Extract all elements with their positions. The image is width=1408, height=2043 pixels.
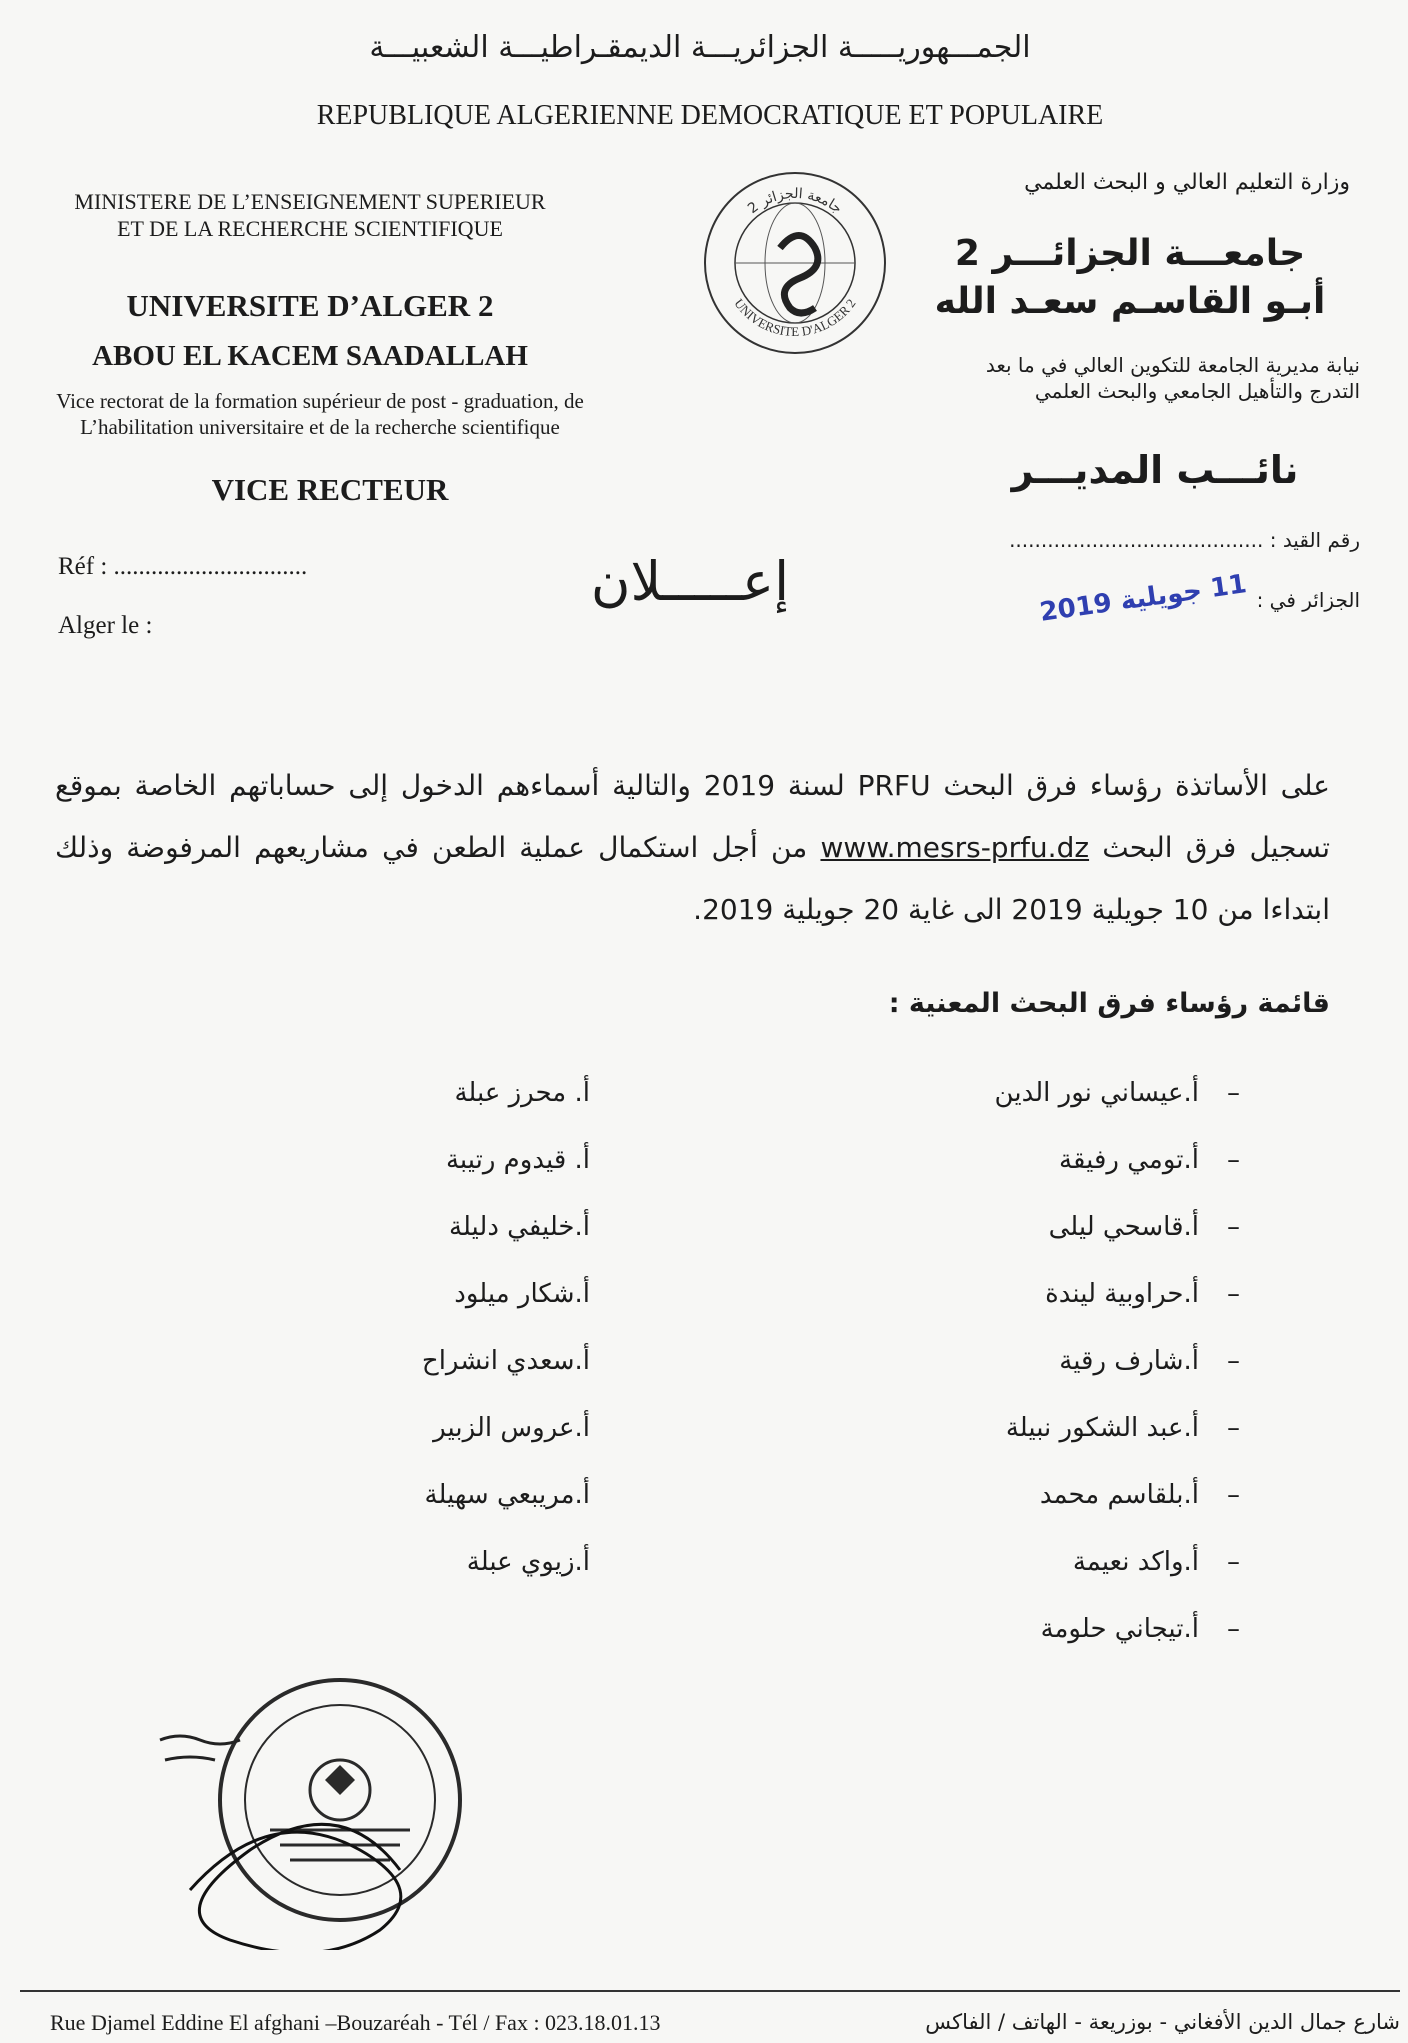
list-item: أ.عروس الزبير	[433, 1413, 590, 1443]
republic-title-ar: الجمـــهوريـــــة الجزائريـــة الديمقـراطيـــة الشعبيـــة	[369, 30, 1031, 65]
list-item: أ. قيدوم رتيبة	[445, 1145, 590, 1175]
registration-number-field: رقم القيد : ........................................	[1009, 528, 1360, 552]
list-item: أ.خليفي دليلة	[449, 1212, 590, 1242]
date-field-fr: Alger le :	[58, 612, 153, 639]
date-stamp: 11 جويلية 2019	[1037, 569, 1249, 628]
list-item: –أ.قاسحي ليلى	[1048, 1212, 1240, 1242]
list-item: –أ.حراوبية ليندة	[1045, 1279, 1240, 1309]
ministry-name-fr: MINISTERE DE L’ENSEIGNEMENT SUPERIEUR ET DE LA RECHERCHE SCIENTIFIQUE	[74, 189, 546, 241]
list-item: –أ.بلقاسم محمد	[1039, 1480, 1240, 1510]
list-item: –أ.تومي رفيقة	[1059, 1145, 1240, 1175]
list-item: –أ.واكد نعيمة	[1072, 1547, 1240, 1577]
university-name-ar: جامعـــة الجزائـــر 2 أبـو القاسـم سعـد الله	[934, 233, 1326, 322]
reference-field: Réf : ...............................	[58, 553, 308, 580]
announcement-title: إعـــــلان	[590, 550, 790, 613]
university-name-fr: UNIVERSITE D’ALGER 2	[126, 288, 494, 323]
list-item: أ.سعدي انشراح	[421, 1346, 590, 1376]
seal-text-top: جامعة الجزائر 2	[744, 185, 846, 218]
official-stamp-signature-icon	[150, 1660, 520, 1950]
ministry-name-ar: وزارة التعليم العالي و البحث العلمي	[1024, 170, 1350, 195]
footer-address-ar: شارع جمال الدين الأفغاني - بوزريعة - الهاتف / الفاكس	[925, 2010, 1400, 2034]
body-text-part1: على الأساتذة رؤساء فرق البحث PRFU لسنة 2019 والتالية أسماءهم الدخول إلى حساباتهم الخاصة بموقع تسجيل فرق البحث	[55, 769, 1330, 864]
list-item: –أ.تيجاني حلومة	[1040, 1614, 1240, 1644]
university-seal-icon	[700, 168, 890, 358]
body-text-part2: من أجل استكمال عملية الطعن في مشاريعهم المرفوضة وذلك ابتداءا من 10 جويلية 2019 الى غاية 20 جويلية 2019.	[55, 831, 1330, 926]
announcement-body	[55, 755, 1330, 941]
vice-recteur-title: VICE RECTEUR	[211, 472, 449, 507]
seal-text-bottom: UNIVERSITE D'ALGER 2	[731, 295, 859, 340]
svg-text:جامعة الجزائر 2	[745, 186, 845, 217]
vice-rectorat-fr: Vice rectorat de la formation supérieur de post - graduation, de L’habilitation universitaire et de la recherche scientifique	[56, 389, 584, 439]
footer-address-fr: Rue Djamel Eddine El afghani –Bouzaréah - Tél / Fax : 023.18.01.13	[50, 2010, 661, 2035]
list-item: –أ.شارف رقية	[1059, 1346, 1240, 1376]
university-subname-fr: ABOU EL KACEM SAADALLAH	[92, 340, 528, 372]
footer-divider	[20, 1990, 1400, 1992]
directorate-ar: نيابة مديرية الجامعة للتكوين العالي في ما بعد التدرج والتأهيل الجامعي والبحث العلمي	[985, 353, 1360, 403]
website-link: www.mesrs-prfu.dz	[820, 831, 1090, 864]
republic-title-fr: REPUBLIQUE ALGERIENNE DEMOCRATIQUE ET POPULAIRE	[316, 100, 1104, 131]
list-item: –أ.عيساني نور الدين	[994, 1078, 1240, 1108]
list-item: أ.زيوي عبلة	[466, 1547, 590, 1577]
list-item: أ.شكار ميلود	[454, 1279, 590, 1309]
list-item: –أ.عبد الشكور نبيلة	[1005, 1413, 1240, 1443]
list-title: قائمة رؤساء فرق البحث المعنية :	[888, 988, 1330, 1019]
list-item: أ.مريبعي سهيلة	[424, 1480, 590, 1510]
deputy-director-title: نائـــب المديـــر	[1011, 448, 1299, 492]
date-field-ar: الجزائر في :	[1256, 588, 1360, 612]
list-item: أ. محرز عبلة	[454, 1078, 590, 1108]
